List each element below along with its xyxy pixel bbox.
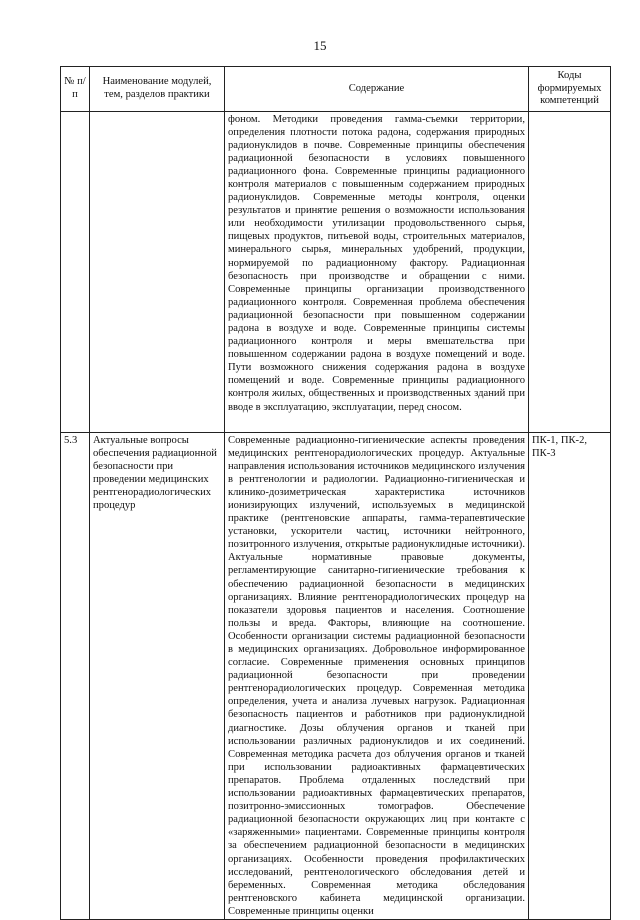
row-num [61,111,90,432]
row-name: Актуальные вопросы обеспечения радиационной безопасности при проведении медицинских рентгенорадиологических процедур [90,432,225,919]
page-number: 15 [313,38,327,53]
row-name [90,111,225,432]
row-content: фоном. Методики проведения гамма-съемки территории, определения плотности потока радона, содержания природных радионуклидов в почве. Современные принципы обеспечения радиационной безопасности в условиях повышенного радиационного фона. Современные принципы радиационного контроля материалов с повышенным содержанием природных радионуклидов. Современные методы контроля, оценки результатов и принятие решения о возможности использования или необходимости утилизации продовольственного сырья, пищевых продуктов, питьевой воды, строительных материалов, минерального сырья, минеральных удобрений, продукции, нормируемой по радиационному фактору. Радиационная безопасность при производстве и обращении с ними. Современные принципы организации производственного радиационного контроля. Современная проблема обеспечения радиационной безопасности при повышенном содержании радона в воздухе и воде. Современные принципы системы радиационного контроля и меры вмешательства при повышенном содержании радона в воздухе помещений и воде. Пути возможного снижения содержания радона в воздухе помещений и воде. Современные принципы радиационного контроля жилых, общественных и производственных зданий при вводе в эксплуатацию, эксплуатации, перед сносом. [225,111,529,432]
header-name: Наименование модулей, тем, разделов практики [90,67,225,112]
row-num: 5.3 [61,432,90,919]
row-content: Современные радиационно-гигиенические аспекты проведения медицинских рентгенорадиологических процедур. Актуальные направления использования источников медицинского излучения в рентгенологии и радиологии. Радиационно-гигиеническая и клинико-дозиметрическая характеристика источников ионизирующих излучений, используемых в медицинской практике (рентгеновские аппараты, гамма-терапевтические установки, ускорители частиц, источники нейтронного, позитронного излучения, открытые радионуклидные источники). Актуальные нормативные правовые документы, регламентирующие санитарно-гигиенические требования к обеспечению радиационной безопасности в медицинских организациях. Влияние рентгенорадиологических процедур на показатели здоровья пациентов и населения. Соотношение пользы и вреда. Факторы, влияющие на соотношение. Особенности организации системы радиационной безопасности в медицинских организациях. Добровольное информированное согласие. Современные применения основных принципов радиационной безопасности при проведении рентгенорадиологических процедур. Современная методика определения, учета и анализа лучевых нагрузок. Радиационная безопасность пациентов и работников при радионуклидной диагностике. Дозы облучения органов и тканей при использовании различных радионуклидов и их соединений. Современная методика расчета доз облучения органов и тканей при использовании радиоактивных фармацевтических препаратов. Проблема отдаленных последствий при использовании радиоактивных фармацевтических препаратов, позитронно-эмиссионных томографов. Обеспечение радиационной безопасности окружающих лиц при контакте с «заряженными» пациентами. Современные принципы контроля за обеспечением радиационной безопасности в медицинских организациях. Особенности проведения профилактических исследований, рентгенологического обследования детей и беременных. Современная методика обследования рентгеновского кабинета медицинской организации. Современные принципы оценки [225,432,529,919]
table-row [61,111,611,432]
table-row [61,432,611,919]
table-header-row [61,67,611,112]
curriculum-table [60,66,611,920]
row-codes [529,111,611,432]
header-content: Содержание [225,67,529,112]
header-codes: Коды формируемых компетенций [529,67,611,112]
row-codes: ПК-1, ПК-2, ПК-3 [529,432,611,919]
header-num: № п/п [61,67,90,112]
